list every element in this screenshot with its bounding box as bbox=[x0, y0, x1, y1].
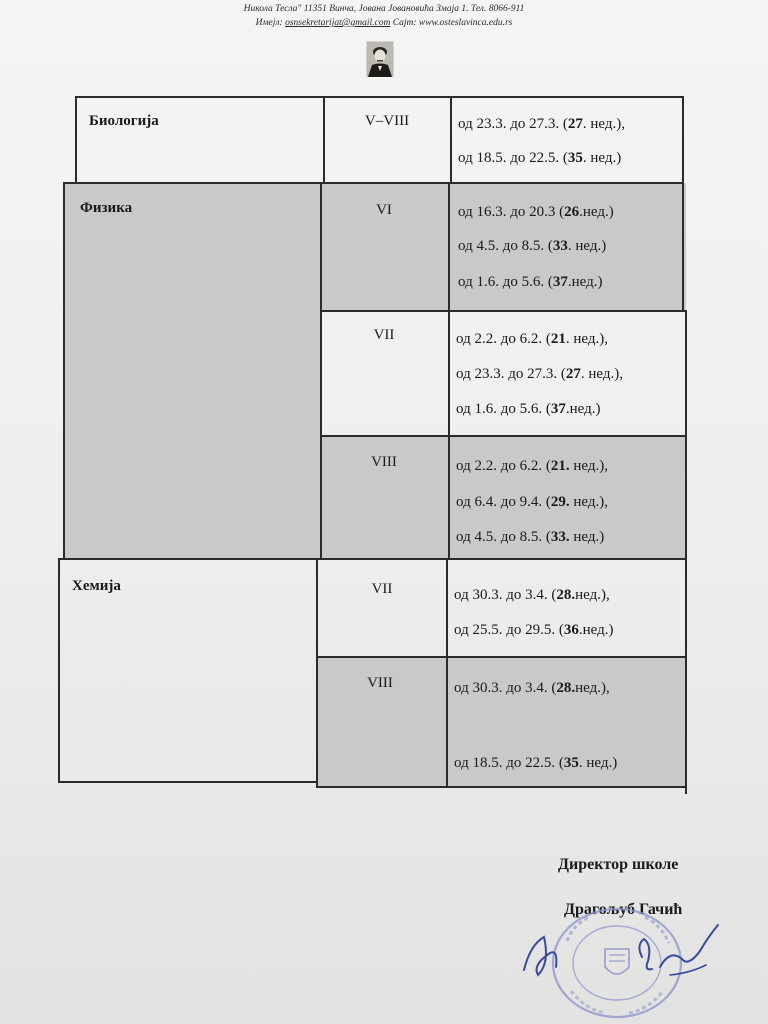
portrait-image bbox=[366, 41, 394, 77]
email-label: Имејл: bbox=[255, 18, 286, 28]
grade-label: VIII bbox=[371, 454, 397, 470]
table-border-bottom bbox=[58, 781, 318, 783]
column-divider bbox=[448, 182, 450, 560]
row-divider bbox=[316, 656, 686, 658]
column-divider bbox=[450, 96, 452, 184]
subject-physics: Физика bbox=[80, 200, 133, 216]
period-line: од 4.5. до 8.5. (33. нед.) bbox=[458, 238, 607, 254]
table-border-top bbox=[76, 96, 683, 98]
table-border-left bbox=[75, 96, 77, 184]
period-line: од 30.3. до 3.4. (28.нед.), bbox=[454, 587, 610, 603]
subject-chemistry: Хемија bbox=[72, 578, 121, 594]
period-line: од 4.5. до 8.5. (33. нед.) bbox=[456, 529, 605, 545]
letterhead bbox=[0, 2, 768, 30]
table-border-left bbox=[58, 558, 60, 782]
email-link[interactable]: osnsekretarijat@gmail.com bbox=[285, 18, 391, 28]
period-line: од 18.5. до 22.5. (35. нед.) bbox=[458, 150, 622, 166]
director-title: Директор школе bbox=[558, 856, 679, 873]
table-border-bottom bbox=[316, 786, 687, 788]
grade-label: VII bbox=[371, 581, 393, 597]
letterhead-address: Никола Тесла" 11351 Винча, Јована Јовановића Змаја 1. Тел. 8066-911 bbox=[243, 4, 525, 14]
grade-label: VII bbox=[373, 327, 395, 343]
period-line: од 2.2. до 6.2. (21. нед.), bbox=[456, 331, 608, 347]
grade-label: V–VIII bbox=[364, 113, 410, 129]
table-border-left bbox=[63, 182, 65, 560]
row-divider bbox=[320, 435, 686, 437]
period-line: од 23.3. до 27.3. (27. нед.), bbox=[456, 366, 623, 382]
period-line: од 2.2. до 6.2. (21. нед.), bbox=[456, 458, 608, 474]
grade-label: VIII bbox=[367, 675, 393, 691]
row-divider bbox=[64, 182, 684, 184]
row-divider bbox=[60, 558, 686, 560]
period-line: од 30.3. до 3.4. (28.нед.), bbox=[454, 680, 610, 696]
column-divider bbox=[323, 96, 325, 184]
table-border-right bbox=[685, 310, 687, 794]
period-line: од 1.6. до 5.6. (37.нед.) bbox=[456, 401, 601, 417]
period-line: од 23.3. до 27.3. (27. нед.), bbox=[458, 116, 625, 132]
column-divider bbox=[316, 558, 318, 788]
column-divider bbox=[446, 558, 448, 788]
table-border-right bbox=[682, 96, 684, 312]
grade-label: VI bbox=[376, 202, 392, 218]
letterhead-contacts bbox=[0, 16, 768, 30]
row-divider bbox=[320, 310, 686, 312]
period-line: од 18.5. до 22.5. (35. нед.) bbox=[454, 755, 618, 771]
director-name: Драгољуб Гачић bbox=[564, 901, 683, 918]
period-line: од 6.4. до 9.4. (29. нед.), bbox=[456, 494, 608, 510]
column-divider bbox=[320, 182, 322, 560]
handwritten-signature bbox=[510, 915, 740, 995]
period-line: од 1.6. до 5.6. (37.нед.) bbox=[458, 274, 603, 290]
physics-subject-cell bbox=[64, 183, 320, 560]
period-line: од 16.3. до 20.3 (26.нед.) bbox=[458, 204, 614, 220]
subject-biology: Биологија bbox=[89, 113, 159, 129]
website-label: Сајт: www.osteslavinca.edu.rs bbox=[390, 18, 513, 28]
period-line: од 25.5. до 29.5. (36.нед.) bbox=[454, 622, 614, 638]
